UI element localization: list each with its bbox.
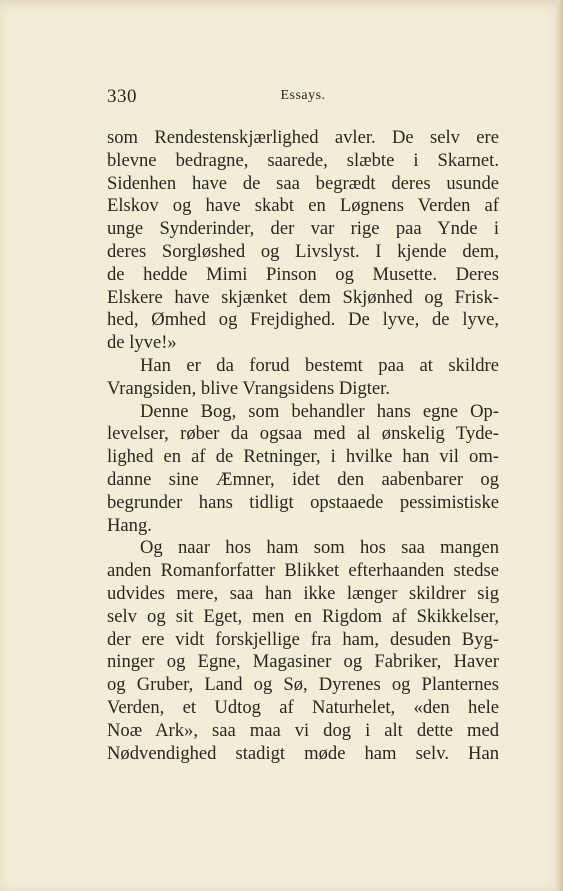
page-number: 330 — [107, 86, 137, 107]
text-line: og Gruber, Land og Sø, Dyrenes og Planternes — [107, 674, 499, 696]
text-line: Han er da forud bestemt paa at skildre — [140, 354, 499, 376]
text-line: udvides mere, saa han ikke længer skildrer sig — [107, 582, 499, 604]
text-line: de hedde Mimi Pinson og Musette. Deres — [107, 263, 499, 285]
text-line: som Rendestenskjærlighed avler. De selv ere — [107, 127, 499, 148]
text-line: lighed en af de Retninger, i hvilke han vil om- — [107, 446, 499, 468]
text-line: Hang. — [107, 514, 152, 536]
page-header — [107, 86, 499, 110]
text-line: selv og sit Eget, men en Rigdom af Skikkelser, — [107, 605, 499, 627]
text-line: begrunder hans tidligt opstaaede pessimistiske — [107, 491, 499, 513]
body-text — [107, 127, 499, 765]
text-line: Noæ Ark», saa maa vi dog i alt dette med — [107, 719, 499, 741]
text-line: der ere vidt forskjellige fra ham, desuden Byg- — [107, 628, 499, 650]
text-line: ninger og Egne, Magasiner og Fabriker, Haver — [107, 651, 499, 673]
running-head: Essays. — [280, 88, 326, 103]
text-line: Elskov og have skabt en Løgnens Verden af — [107, 195, 499, 217]
text-line: de lyve!» — [107, 332, 177, 354]
text-line: levelser, røber da ogsaa med al ønskelig Tyde- — [107, 423, 499, 445]
text-line: deres Sorgløshed og Livslyst. I kjende dem, — [107, 240, 499, 262]
text-line: Verden, et Udtog af Naturhelet, «den hele — [107, 696, 499, 718]
text-line: Og naar hos ham som hos saa mangen — [140, 537, 499, 559]
text-line: Nødvendighed stadigt møde ham selv. Han — [107, 742, 499, 764]
text-line: Vrangsiden, blive Vrangsidens Digter. — [107, 377, 390, 399]
text-line: Sidenhen have de saa begrædt deres usunde — [107, 172, 499, 194]
text-line: danne sine Æmner, idet den aabenbarer og — [107, 468, 499, 490]
text-line: unge Synderinder, der var rige paa Ynde i — [107, 218, 499, 240]
text-line: anden Romanforfatter Blikket efterhaanden stedse — [107, 560, 499, 582]
text-line: Denne Bog, som behandler hans egne Op- — [140, 400, 499, 422]
text-line: blevne bedragne, saarede, slæbte i Skarnet. — [107, 149, 499, 171]
page-edge — [557, 0, 563, 891]
text-line: Elskere have skjænket dem Skjønhed og Frisk- — [107, 286, 499, 308]
text-line: hed, Ømhed og Frejdighed. De lyve, de lyve, — [107, 309, 499, 331]
